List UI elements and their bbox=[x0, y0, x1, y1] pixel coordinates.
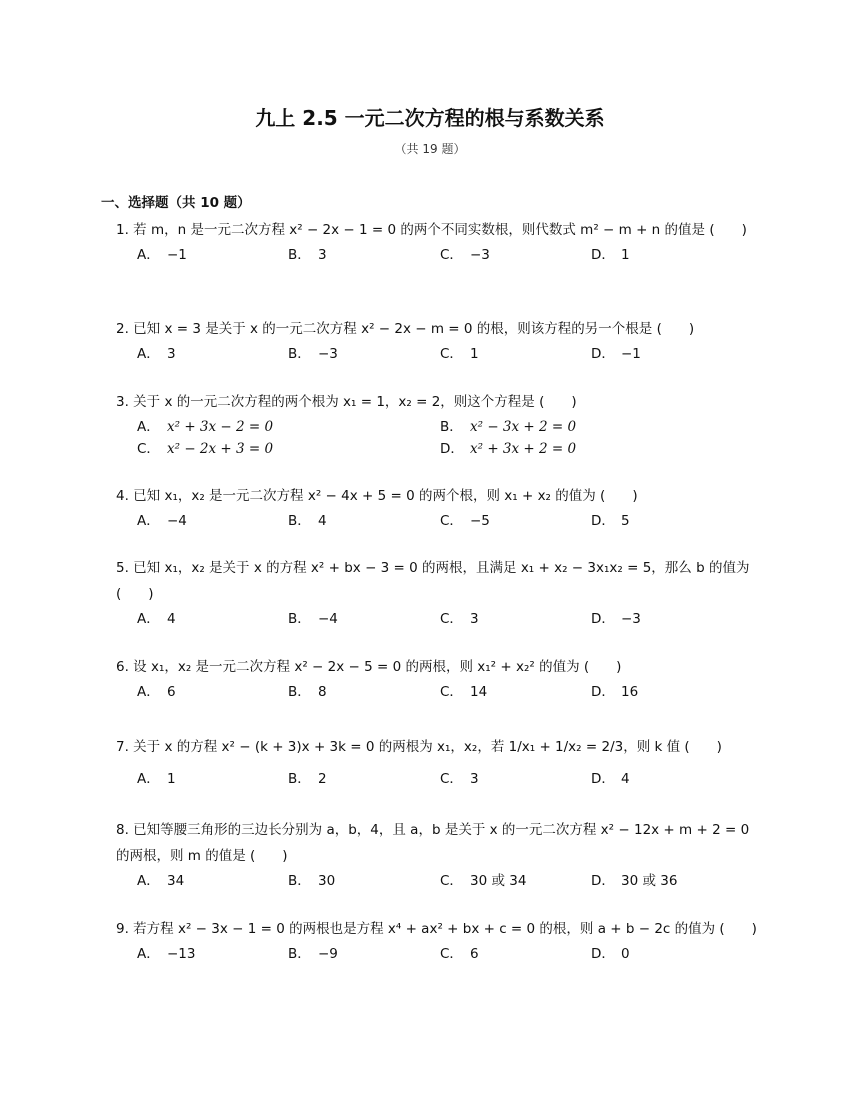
option-text: −13 bbox=[167, 946, 196, 962]
option-letter: B． bbox=[288, 611, 311, 627]
option-text: 30 或 36 bbox=[621, 873, 678, 889]
option-letter: A． bbox=[137, 247, 160, 263]
option-text: 8 bbox=[318, 684, 327, 700]
option-text: 3 bbox=[167, 346, 176, 362]
option-letter: D． bbox=[591, 684, 615, 700]
options-row bbox=[116, 510, 766, 532]
option-d[interactable] bbox=[591, 510, 630, 532]
option-b[interactable] bbox=[288, 510, 327, 532]
option-text: 16 bbox=[621, 684, 639, 700]
section-heading: 一、选择题（共 10 题） bbox=[101, 195, 251, 211]
option-text: 3 bbox=[318, 247, 327, 263]
option-letter: A． bbox=[137, 611, 160, 627]
option-text: 30 bbox=[318, 873, 336, 889]
question-stem: 7. 关于 x 的方程 x² − (k + 3)x + 3k = 0 的两根为 x₁，x₂，若 1/x₁ + 1/x₂ = 2/3，则 k 值 ( ) bbox=[116, 739, 722, 755]
option-text: 14 bbox=[470, 684, 488, 700]
option-text: −1 bbox=[167, 247, 187, 263]
option-text: −3 bbox=[621, 611, 641, 627]
question-stem: 4. 已知 x₁，x₂ 是一元二次方程 x² − 4x + 5 = 0 的两个根，则 x₁ + x₂ 的值为 ( ) bbox=[116, 488, 638, 504]
option-text: −9 bbox=[318, 946, 338, 962]
option-letter: A． bbox=[137, 419, 160, 435]
option-a[interactable] bbox=[137, 943, 196, 965]
option-text: −3 bbox=[470, 247, 490, 263]
option-letter: B． bbox=[288, 946, 311, 962]
option-letter: D． bbox=[591, 946, 615, 962]
option-b[interactable] bbox=[288, 681, 327, 703]
options-row bbox=[116, 681, 766, 703]
option-letter: C． bbox=[440, 346, 463, 362]
option-letter: D． bbox=[591, 771, 615, 787]
option-c[interactable] bbox=[137, 438, 273, 460]
options-row bbox=[116, 768, 766, 790]
option-d[interactable] bbox=[591, 244, 630, 266]
question-9 bbox=[116, 916, 766, 965]
option-a[interactable] bbox=[137, 768, 176, 790]
option-letter: A． bbox=[137, 684, 160, 700]
option-text: −1 bbox=[621, 346, 641, 362]
option-c[interactable] bbox=[440, 608, 479, 630]
option-text: 3 bbox=[470, 771, 479, 787]
option-d[interactable] bbox=[591, 608, 641, 630]
option-text: 5 bbox=[621, 513, 630, 529]
option-text: 1 bbox=[470, 346, 479, 362]
option-text: 6 bbox=[167, 684, 176, 700]
options-row bbox=[116, 943, 766, 965]
option-letter: A． bbox=[137, 346, 160, 362]
options-row bbox=[116, 244, 766, 266]
option-letter: D． bbox=[591, 873, 615, 889]
option-letter: B． bbox=[288, 513, 311, 529]
option-letter: D． bbox=[591, 513, 615, 529]
option-b[interactable] bbox=[288, 343, 338, 365]
option-letter: D． bbox=[591, 346, 615, 362]
option-b[interactable] bbox=[288, 608, 338, 630]
option-c[interactable] bbox=[440, 870, 526, 892]
option-text: 6 bbox=[470, 946, 479, 962]
option-b[interactable] bbox=[288, 244, 327, 266]
option-a[interactable] bbox=[137, 870, 184, 892]
option-text: x² + 3x − 2 = 0 bbox=[167, 419, 274, 435]
option-text: 2 bbox=[318, 771, 327, 787]
page-title: 九上 2.5 一元二次方程的根与系数关系 bbox=[255, 106, 605, 130]
options-row bbox=[116, 343, 766, 365]
option-text: 34 bbox=[167, 873, 185, 889]
option-letter: D． bbox=[591, 247, 615, 263]
option-letter: B． bbox=[288, 684, 311, 700]
option-a[interactable] bbox=[137, 244, 187, 266]
option-text: x² − 3x + 2 = 0 bbox=[470, 419, 577, 435]
option-letter: A． bbox=[137, 946, 160, 962]
question-1 bbox=[116, 217, 766, 266]
option-c[interactable] bbox=[440, 343, 479, 365]
option-text: 1 bbox=[621, 247, 630, 263]
option-text: −3 bbox=[318, 346, 338, 362]
option-letter: B． bbox=[288, 873, 311, 889]
option-d[interactable] bbox=[591, 681, 638, 703]
option-c[interactable] bbox=[440, 244, 490, 266]
option-letter: B． bbox=[288, 346, 311, 362]
option-text: x² − 2x + 3 = 0 bbox=[167, 441, 274, 457]
option-text: 1 bbox=[167, 771, 176, 787]
question-stem: 2. 已知 x = 3 是关于 x 的一元二次方程 x² − 2x − m = 0 的根，则该方程的另一个根是 ( ) bbox=[116, 321, 695, 337]
option-b[interactable] bbox=[288, 768, 327, 790]
question-4 bbox=[116, 483, 766, 532]
option-text: x² + 3x + 2 = 0 bbox=[470, 441, 577, 457]
option-letter: D． bbox=[591, 611, 615, 627]
option-c[interactable] bbox=[440, 681, 487, 703]
option-text: 0 bbox=[621, 946, 630, 962]
option-a[interactable] bbox=[137, 608, 176, 630]
options-row bbox=[116, 608, 766, 630]
option-text: 4 bbox=[167, 611, 176, 627]
option-text: 4 bbox=[318, 513, 327, 529]
question-count: （共 19 题） bbox=[394, 142, 466, 156]
option-a[interactable] bbox=[137, 510, 187, 532]
option-letter: C． bbox=[440, 771, 463, 787]
option-letter: B． bbox=[288, 247, 311, 263]
option-c[interactable] bbox=[440, 768, 479, 790]
option-letter: A． bbox=[137, 771, 160, 787]
options-grid bbox=[116, 416, 766, 460]
option-d[interactable] bbox=[591, 943, 630, 965]
option-a[interactable] bbox=[137, 416, 273, 438]
option-letter: C． bbox=[440, 873, 463, 889]
options-row bbox=[116, 870, 766, 892]
question-stem: 9. 若方程 x² − 3x − 1 = 0 的两根也是方程 x⁴ + ax² + bx + c = 0 的根，则 a + b − 2c 的值为 ( ) bbox=[116, 921, 757, 937]
option-d[interactable] bbox=[440, 438, 576, 460]
option-b[interactable] bbox=[440, 416, 576, 438]
option-b[interactable] bbox=[288, 870, 335, 892]
option-letter: A． bbox=[137, 873, 160, 889]
option-letter: B． bbox=[288, 771, 311, 787]
option-d[interactable] bbox=[591, 343, 641, 365]
option-c[interactable] bbox=[440, 943, 479, 965]
option-b[interactable] bbox=[288, 943, 338, 965]
question-5 bbox=[116, 555, 766, 630]
question-3 bbox=[116, 389, 766, 460]
option-letter: C． bbox=[440, 513, 463, 529]
option-text: −4 bbox=[318, 611, 338, 627]
option-text: 3 bbox=[470, 611, 479, 627]
option-d[interactable] bbox=[591, 768, 630, 790]
question-stem: 3. 关于 x 的一元二次方程的两个根为 x₁ = 1，x₂ = 2，则这个方程是 ( ) bbox=[116, 394, 577, 410]
option-letter: C． bbox=[440, 611, 463, 627]
option-d[interactable] bbox=[591, 870, 677, 892]
option-letter: C． bbox=[137, 441, 160, 457]
option-text: −5 bbox=[470, 513, 490, 529]
question-7 bbox=[116, 734, 766, 790]
question-2 bbox=[116, 316, 766, 365]
option-text: 30 或 34 bbox=[470, 873, 527, 889]
option-text: −4 bbox=[167, 513, 187, 529]
option-letter: C． bbox=[440, 946, 463, 962]
question-stem: 6. 设 x₁，x₂ 是一元二次方程 x² − 2x − 5 = 0 的两根，则 x₁² + x₂² 的值为 ( ) bbox=[116, 659, 622, 675]
option-letter: C． bbox=[440, 247, 463, 263]
question-stem: 5. 已知 x₁，x₂ 是关于 x 的方程 x² + bx − 3 = 0 的两根，且满足 x₁ + x₂ − 3x₁x₂ = 5，那么 b 的值为 ( ) bbox=[116, 560, 750, 602]
option-letter: C． bbox=[440, 684, 463, 700]
question-stem: 8. 已知等腰三角形的三边长分别为 a，b，4，且 a，b 是关于 x 的一元二次方程 x² − 12x + m + 2 = 0 的两根，则 m 的值是 ( ) bbox=[116, 822, 750, 864]
question-8 bbox=[116, 817, 766, 892]
option-letter: D． bbox=[440, 441, 464, 457]
option-text: 4 bbox=[621, 771, 630, 787]
option-letter: A． bbox=[137, 513, 160, 529]
question-stem: 1. 若 m，n 是一元二次方程 x² − 2x − 1 = 0 的两个不同实数根，则代数式 m² − m + n 的值是 ( ) bbox=[116, 222, 747, 238]
option-c[interactable] bbox=[440, 510, 490, 532]
option-a[interactable] bbox=[137, 343, 176, 365]
option-letter: B． bbox=[440, 419, 463, 435]
option-a[interactable] bbox=[137, 681, 176, 703]
question-6 bbox=[116, 654, 766, 703]
